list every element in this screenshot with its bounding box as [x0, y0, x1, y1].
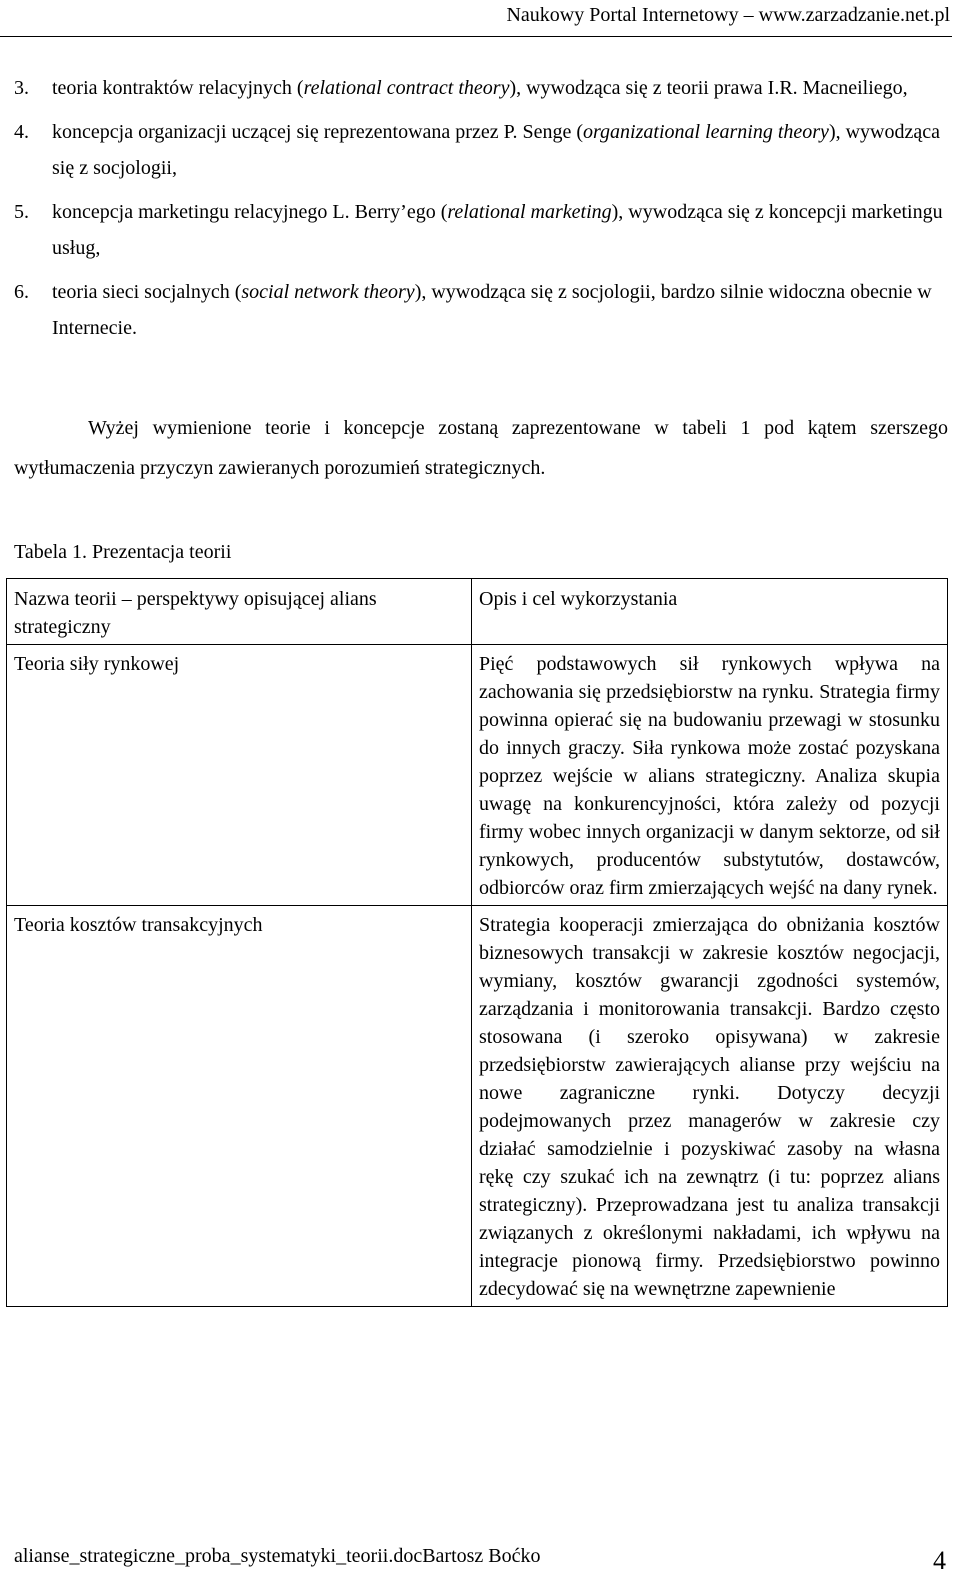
header-divider	[0, 36, 952, 37]
theory-list	[14, 70, 948, 354]
table-cell-description: Pięć podstawowych sił rynkowych wpływa na zachowania się przedsiębiorstw na rynku. Strategia firmy powinna opierać się na budowaniu przewagi w stosunku do innych graczy. Siła rynkowa może zostać pozyskana poprzez wejście w alians strategiczny. Analiza skupia uwagę na konkurencyjności, która zależy od pozycji firmy wobec innych organizacji w danym sektorze, od sił rynkowych, producentów substytutów, dostawców, odbiorców oraz firm zmierzających wejść na dany rynek.	[472, 645, 948, 906]
list-item-text-after: ), wywodząca się z koncepcji marketingu usług,	[52, 201, 943, 259]
list-item-text-before: teoria sieci socjalnych (	[52, 281, 242, 303]
list-item-text-italic: relational marketing	[447, 201, 612, 223]
list-item-text	[52, 70, 948, 106]
list-item-number: 4.	[14, 121, 29, 143]
list-item-text-before: koncepcja marketingu relacyjnego L. Berry’ego (	[52, 201, 448, 223]
list-item-text	[52, 114, 948, 186]
list-item-text-before: teoria kontraktów relacyjnych (	[52, 77, 304, 99]
footer-filename: alianse_strategiczne_proba_systematyki_teorii.docBartosz Boćko	[14, 1545, 541, 1567]
list-item-number: 6.	[14, 281, 29, 303]
page-number: 4	[933, 1546, 946, 1575]
table-header-name: Nazwa teorii – perspektywy opisującej alians strategiczny	[7, 579, 472, 645]
list-item	[14, 70, 948, 106]
table-cell-name: Teoria kosztów transakcyjnych	[7, 906, 472, 1307]
table-header-description: Opis i cel wykorzystania	[472, 579, 948, 645]
list-item-number: 3.	[14, 77, 29, 99]
list-item-text-italic: social network theory	[241, 281, 415, 303]
list-item-text-italic: relational contract theory	[303, 77, 510, 99]
table-cell-description: Strategia kooperacji zmierzająca do obniżania kosztów biznesowych transakcji w zakresie kosztów negocjacji, wymiany, kosztów gwarancji zgodności systemów, zarządzania i monitorowania transakcji. Bardzo często stosowana (i szeroko opisywana) w zakresie przedsiębiorstw zawierających alianse przy wejściu na nowe zagraniczne rynki. Dotyczy decyzji podejmowanych przez managerów w zakresie czy działać samodzielnie i pozyskiwać zasoby na własna rękę czy szukać ich na zewnątrz (i tu: poprzez alians strategiczny). Przeprowadzana jest tu analiza transakcji związanych z określonymi nakładami, ich wpływu na integracje pionową firmy. Przedsiębiorstwo powinno zdecydować się na wewnętrzne zapewnienie	[472, 906, 948, 1307]
list-item-text-after: ), wywodząca się z teorii prawa I.R. Macneiliego,	[509, 77, 908, 99]
list-item	[14, 274, 948, 346]
body-paragraph: Wyżej wymienione teorie i koncepcje zostaną zaprezentowane w tabeli 1 pod kątem szerszego wytłumaczenia przyczyn zawieranych porozumień strategicznych.	[14, 417, 948, 479]
list-item-text-after: ), wywodząca się z socjologii,	[52, 121, 940, 179]
table-row	[7, 906, 948, 1307]
list-item-text-before: koncepcja organizacji uczącej się reprezentowana przez P. Senge (	[52, 121, 584, 143]
list-item-text-italic: organizational learning theory	[583, 121, 829, 143]
list-item	[14, 194, 948, 266]
list-item-text-after: ), wywodząca się z socjologii, bardzo silnie widoczna obecnie w Internecie.	[52, 281, 932, 339]
list-item	[14, 114, 948, 186]
table-caption: Tabela 1. Prezentacja teorii	[14, 541, 232, 563]
table-row	[7, 645, 948, 906]
theory-table	[6, 578, 948, 1307]
list-item-text	[52, 194, 948, 266]
page-header: Naukowy Portal Internetowy – www.zarzadzanie.net.pl	[506, 4, 950, 26]
list-item-text	[52, 274, 948, 346]
list-item-number: 5.	[14, 201, 29, 223]
table-cell-name: Teoria siły rynkowej	[7, 645, 472, 906]
table-header-row	[7, 579, 948, 645]
